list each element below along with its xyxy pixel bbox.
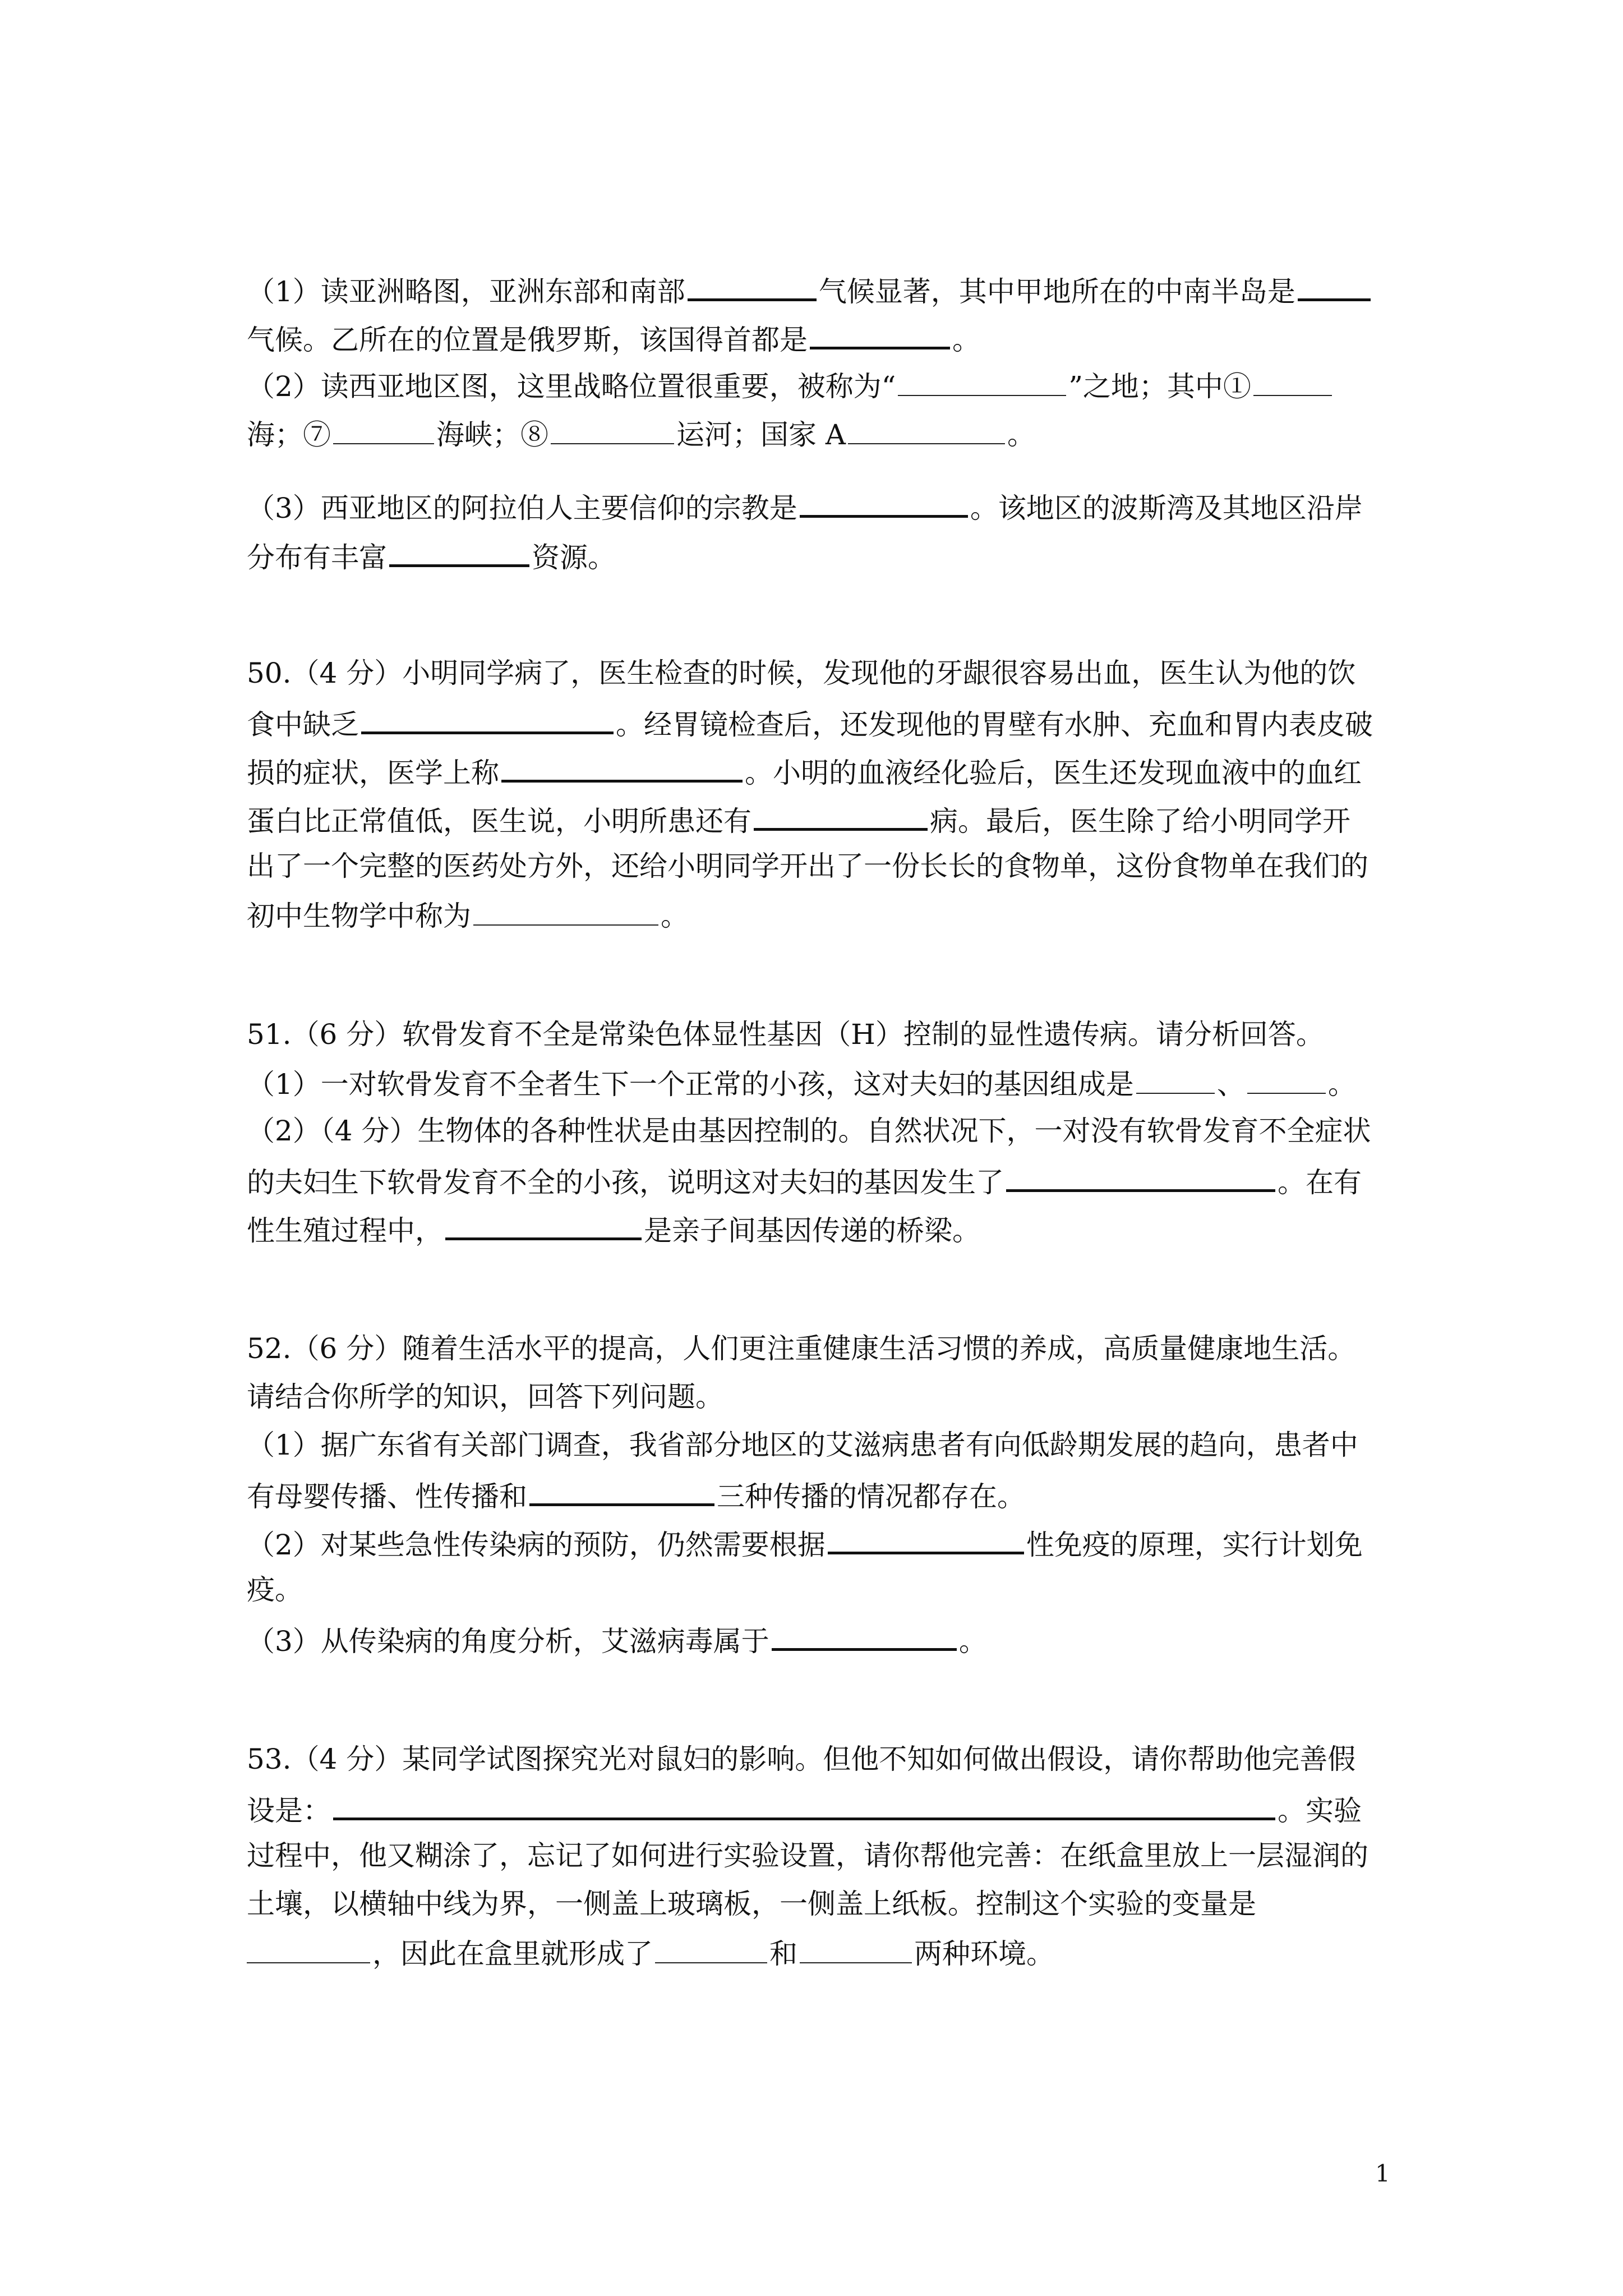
text: 分布有丰富 (247, 541, 387, 574)
text: 出了一个完整的医药处方外，还给小明同学开出了一份长长的食物单，这份食物单在我们的 (247, 850, 1368, 882)
answer-blank[interactable] (688, 272, 817, 301)
q51-line-4 (247, 1162, 1402, 1199)
q49-line-6 (247, 537, 1402, 574)
answer-blank[interactable] (1253, 368, 1332, 396)
q53-line-5 (247, 1935, 1402, 1971)
q51-line-5 (247, 1211, 1402, 1248)
text: 请结合你所学的知识，回答下列问题。 (247, 1381, 723, 1413)
answer-blank[interactable] (389, 537, 529, 567)
answer-blank[interactable] (1136, 1066, 1215, 1094)
text: 资源。 (532, 541, 616, 574)
text: 。 (661, 900, 689, 932)
answer-blank[interactable] (898, 368, 1066, 396)
q52-line-1 (247, 1332, 1402, 1365)
q49-line-2 (247, 320, 1402, 357)
text: 蛋白比正常值低，医生说，小明所患还有 (247, 805, 751, 838)
text: 性免疫的原理，实行计划免 (1026, 1529, 1363, 1561)
text: （2）（4 分）生物体的各种性状是由基因控制的。自然状况下，一对没有软骨发育不全症状 (247, 1115, 1371, 1147)
text: 52.（6 分）随着生活水平的提高，人们更注重健康生活习惯的养成，高质量健康地生活。 (247, 1332, 1356, 1365)
answer-blank[interactable] (1006, 1162, 1275, 1192)
q52-line-3 (247, 1428, 1402, 1462)
text: 过程中，他又糊涂了，忘记了如何进行实验设置，请你帮他完善：在纸盒里放上一层湿润的 (247, 1839, 1368, 1872)
text: 两种环境。 (914, 1938, 1054, 1970)
text: 50.（4 分）小明同学病了，医生检查的时候，发现他的牙龈很容易出血，医生认为他的饮 (247, 657, 1356, 689)
text: 。实验 (1278, 1795, 1362, 1827)
q49-line-5 (247, 488, 1402, 525)
text: 初中生物学中称为 (247, 900, 471, 932)
answer-blank[interactable] (754, 801, 928, 831)
text: 和 (769, 1938, 797, 1970)
text: 气候显著，其中甲地所在的中南半岛是 (818, 275, 1295, 308)
answer-blank[interactable] (501, 753, 743, 783)
text: 疫。 (247, 1573, 303, 1606)
q50-line-5 (247, 849, 1402, 883)
text: 。 (1007, 418, 1036, 451)
text: 损的症状，医学上称 (247, 757, 499, 789)
text: 的夫妇生下软骨发育不全的小孩，说明这对夫妇的基因发生了 (247, 1166, 1004, 1199)
text: 、 (1216, 1068, 1245, 1101)
text: 。该地区的波斯湾及其地区沿岸 (970, 492, 1363, 524)
text: 海；⑦ (247, 418, 331, 451)
answer-blank[interactable] (800, 1935, 912, 1963)
text: 是亲子间基因传递的桥梁。 (644, 1214, 980, 1247)
text: 。 (952, 324, 980, 356)
q52-line-4 (247, 1476, 1402, 1513)
answer-blank[interactable] (333, 1791, 1275, 1820)
text: 53.（4 分）某同学试图探究光对鼠妇的影响。但他不知如何做出假设，请你帮助他完善假 (247, 1743, 1356, 1775)
q53-line-1 (247, 1742, 1402, 1776)
text: 食中缺乏 (247, 708, 359, 741)
text: 土壤，以横轴中线为界，一侧盖上玻璃板，一侧盖上纸板。控制这个实验的变量是 (247, 1888, 1256, 1920)
answer-blank[interactable] (800, 488, 968, 518)
text: （2）读西亚地区图，这里战略位置很重要，被称为“ (247, 370, 896, 403)
q52-line-5 (247, 1525, 1402, 1562)
q53-line-3 (247, 1839, 1402, 1872)
q50-line-4 (247, 801, 1402, 838)
text: 运河；国家 A (676, 418, 846, 451)
q50-line-2 (247, 705, 1402, 742)
answer-blank[interactable] (445, 1211, 642, 1240)
text: ，因此在盒里就形成了 (372, 1938, 653, 1970)
answer-blank[interactable] (1298, 272, 1371, 301)
q51-line-1 (247, 1018, 1402, 1051)
q50-line-3 (247, 753, 1402, 790)
q49-line-1 (247, 272, 1402, 309)
answer-blank[interactable] (655, 1935, 767, 1963)
q50-line-6 (247, 898, 1402, 933)
text: 。 (1327, 1068, 1356, 1101)
answer-blank[interactable] (473, 898, 658, 926)
text: （3）西亚地区的阿拉伯人主要信仰的宗教是 (247, 492, 797, 524)
text: 病。最后，医生除了给小明同学开 (930, 805, 1350, 838)
answer-blank[interactable] (810, 320, 950, 349)
answer-blank[interactable] (1247, 1066, 1326, 1094)
text: 。经胃镜检查后，还发现他的胃壁有水肿、充血和胃内表皮破 (616, 708, 1373, 741)
text: （1）读亚洲略图，亚洲东部和南部 (247, 275, 685, 308)
answer-blank[interactable] (828, 1525, 1024, 1554)
text: （1）据广东省有关部门调查，我省部分地区的艾滋病患者有向低龄期发展的趋向，患者中 (247, 1429, 1358, 1461)
text: ”之地；其中① (1068, 370, 1251, 403)
q51-line-3 (247, 1114, 1402, 1148)
answer-blank[interactable] (529, 1476, 714, 1506)
text: 气候。乙所在的位置是俄罗斯，该国得首都是 (247, 324, 808, 356)
text: 三种传播的情况都存在。 (717, 1480, 1025, 1513)
answer-blank[interactable] (551, 416, 674, 444)
text: 性生殖过程中， (247, 1214, 443, 1247)
text: 海峡；⑧ (436, 418, 548, 451)
text: 。小明的血液经化验后，医生还发现血液中的血红 (745, 757, 1362, 789)
answer-blank[interactable] (247, 1935, 370, 1963)
q49-line-3 (247, 368, 1402, 403)
q52-line-2 (247, 1380, 1402, 1414)
page-number: 1 (1375, 2160, 1390, 2187)
q52-line-6 (247, 1573, 1402, 1607)
text: 51.（6 分）软骨发育不全是常染色体显性基因（H）控制的显性遗传病。请分析回答。 (247, 1018, 1324, 1051)
text: 。 (958, 1625, 987, 1658)
text: 设是： (247, 1795, 331, 1827)
text: 有母婴传播、性传播和 (247, 1480, 527, 1513)
q53-line-2 (247, 1791, 1402, 1828)
text: （3）从传染病的角度分析，艾滋病毒属于 (247, 1625, 769, 1658)
q49-line-4 (247, 416, 1402, 452)
answer-blank[interactable] (361, 705, 614, 734)
answer-blank[interactable] (848, 416, 1005, 444)
answer-blank[interactable] (333, 416, 434, 444)
q51-line-2 (247, 1066, 1402, 1101)
text: 。在有 (1278, 1166, 1362, 1199)
text: （2）对某些急性传染病的预防，仍然需要根据 (247, 1529, 826, 1561)
answer-blank[interactable] (772, 1621, 957, 1651)
q53-line-4 (247, 1887, 1402, 1921)
text: （1）一对软骨发育不全者生下一个正常的小孩，这对夫妇的基因组成是 (247, 1068, 1134, 1101)
q52-line-7 (247, 1621, 1402, 1658)
q50-line-1 (247, 656, 1402, 690)
